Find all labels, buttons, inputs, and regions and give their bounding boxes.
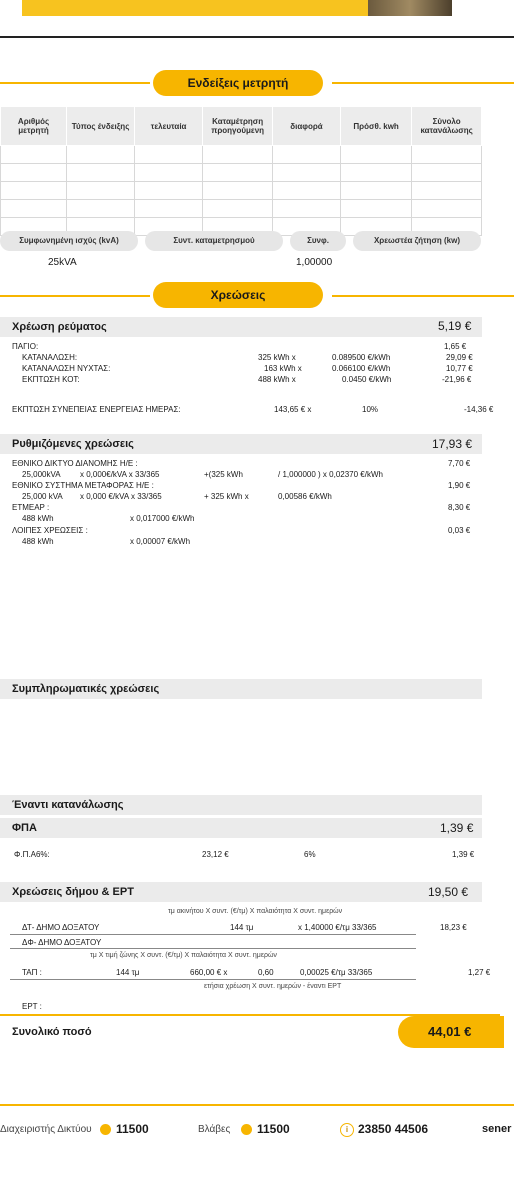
agreed-power-value: 25kVA: [48, 257, 77, 268]
tap-formula-header: τμ X τιμή ζώνης X συντ. (€/τμ) X παλαιότητα X συντ. ημερών: [90, 952, 277, 959]
consumption-amount: 29,09 €: [446, 353, 473, 362]
section-title-meter: Ενδείξεις μετρητή: [153, 70, 323, 96]
column-header: Καταμέτρηση προηγούμενη: [203, 107, 273, 146]
header-photo: [368, 0, 452, 16]
info-phone[interactable]: 23850 44506: [358, 1122, 429, 1136]
table-row: [1, 146, 482, 164]
vat-line-base: 23,12 €: [202, 850, 229, 859]
dt-area: 144 τμ: [230, 923, 254, 932]
agreed-power-pill: Συμφωνημένη ισχύς (kvA): [0, 231, 138, 251]
table-row: [1, 182, 482, 200]
column-header: Πρόσθ. kwh: [340, 107, 411, 146]
distribution-kwh-rate: / 1,000000 ) x 0,02370 €/kWh: [278, 470, 383, 479]
network-operator-phone[interactable]: 11500: [116, 1122, 149, 1136]
energy-charge-title: Χρέωση ρεύματος: [12, 321, 107, 333]
consumption-label: ΚΑΤΑΝΑΛΩΣΗ:: [22, 353, 78, 362]
ert-formula-header: ετήσια χρέωση X συντ. ημερών - έναντι ΕΡΤ: [204, 983, 342, 990]
column-header: Σύνολο κατανάλωσης: [412, 107, 482, 146]
column-header: διαφορά: [272, 107, 340, 146]
consistency-discount-pct: 10%: [362, 405, 379, 414]
consistency-discount-base: 143,65 € x: [274, 405, 312, 414]
section-divider: [332, 295, 514, 297]
etmear-rate: x 0,017000 €/kWh: [130, 514, 195, 523]
vat-line-pct: 6%: [304, 850, 316, 859]
divider: [10, 934, 416, 935]
night-consumption-qty: 163 kWh x: [264, 364, 302, 373]
section-title-charges: Χρεώσεις: [153, 282, 323, 308]
info-icon: i: [340, 1123, 354, 1137]
vat-line-amount: 1,39 €: [452, 850, 475, 859]
against-consumption-title: Έναντι κατανάλωσης: [12, 799, 124, 811]
section-divider: [332, 82, 514, 84]
dt-label: ΔΤ- ΔΗΜΟ ΔΟΞΑΤΟΥ: [22, 923, 100, 932]
vat-amount: 1,39 €: [440, 821, 474, 835]
column-header: τελευταία: [134, 107, 202, 146]
other-charges-rate: x 0,00007 €/kWh: [130, 537, 191, 546]
section-divider: [0, 82, 150, 84]
kot-discount-label: ΕΚΠΤΩΣΗ ΚΟΤ:: [22, 375, 80, 384]
etmear-amount: 8,30 €: [448, 503, 471, 512]
column-header: Αριθμός μετρητή: [1, 107, 67, 146]
regulated-charges-title: Ρυθμιζόμενες χρεώσεις: [12, 438, 134, 450]
consumption-rate: 0.089500 €/kWh: [332, 353, 391, 362]
vat-band: [0, 818, 482, 838]
table-header-row: [1, 107, 482, 146]
distribution-label: ΕΘΝΙΚΟ ΔΙΚΤΥΟ ΔΙΑΝΟΜΗΣ Η/Ε :: [12, 459, 138, 468]
tap-zone-price: 660,00 € x: [190, 968, 228, 977]
distribution-kva-rate: x 0,000€/kVA x 33/365: [80, 470, 160, 479]
distribution-kva: 25,000kVA: [22, 470, 61, 479]
network-operator-label: Διαχειριστής Δικτύου: [0, 1124, 92, 1135]
night-consumption-amount: 10,77 €: [446, 364, 473, 373]
table-row: [1, 200, 482, 218]
vat-title: ΦΠΑ: [12, 822, 37, 834]
kot-discount-rate: 0.0450 €/kWh: [342, 375, 392, 384]
municipal-formula-header: τμ ακινήτου X συντ. (€/τμ) X παλαιότητα X συντ. ημερών: [168, 908, 343, 915]
consistency-discount-amount: -14,36 €: [464, 405, 494, 414]
energy-charge-amount: 5,19 €: [438, 319, 472, 333]
total-amount: 44,01 €: [428, 1024, 472, 1039]
footer-divider: [0, 1104, 514, 1106]
municipal-charges-title: Χρεώσεις δήμου & ΕΡΤ: [12, 886, 134, 898]
ert-label: ΕΡΤ :: [22, 1002, 42, 1011]
table-row: [1, 164, 482, 182]
divider: [10, 979, 416, 980]
section-divider: [0, 295, 150, 297]
consistency-discount-label: ΕΚΠΤΩΣΗ ΣΥΝΕΠΕΙΑΣ ΕΝΕΡΓΕΙΑΣ ΗΜΕΡΑΣ:: [12, 405, 181, 414]
other-charges-amount: 0,03 €: [448, 526, 471, 535]
supplementary-charges-title: Συμπληρωματικές χρεώσεις: [12, 683, 160, 695]
municipal-charges-amount: 19,50 €: [428, 885, 469, 899]
etmear-kwh: 488 kWh: [22, 514, 54, 523]
transmission-amount: 1,90 €: [448, 481, 471, 490]
transmission-kva: 25,000 kVA: [22, 492, 63, 501]
tap-label: ΤΑΠ :: [22, 968, 42, 977]
tap-rate: 0,00025 €/τμ 33/365: [300, 968, 373, 977]
tap-amount: 1,27 €: [468, 968, 491, 977]
metering-coef-pill: Συντ. καταμετρησμού: [145, 231, 283, 251]
cos-phi-pill: Συνφ.: [290, 231, 346, 251]
dt-amount: 18,23 €: [440, 923, 467, 932]
demand-pill: Χρεωστέα ζήτηση (kw): [353, 231, 481, 251]
fixed-charge-label: ΠΑΓΙΟ:: [12, 342, 39, 351]
phone-icon: [241, 1124, 252, 1135]
tap-area: 144 τμ: [116, 968, 140, 977]
damage-phone[interactable]: 11500: [257, 1122, 290, 1136]
kot-discount-amount: -21,96 €: [442, 375, 472, 384]
night-consumption-rate: 0.066100 €/kWh: [332, 364, 391, 373]
fixed-charge-amount: 1,65 €: [444, 342, 467, 351]
divider: [10, 948, 416, 949]
brand-name: sener: [482, 1123, 512, 1135]
cos-phi-value: 1,00000: [296, 257, 333, 268]
consumption-qty: 325 kWh x: [258, 353, 296, 362]
transmission-kwh: + 325 kWh x: [204, 492, 249, 501]
column-header: Τύπος ένδειξης: [67, 107, 135, 146]
kot-discount-qty: 488 kWh x: [258, 375, 296, 384]
other-charges-label: ΛΟΙΠΕΣ ΧΡΕΩΣΕΙΣ :: [12, 526, 88, 535]
total-label: Συνολικό ποσό: [12, 1026, 92, 1038]
dt-rate: x 1,40000 €/τμ 33/365: [298, 923, 377, 932]
damage-label: Βλάβες: [198, 1124, 231, 1135]
df-label: ΔΦ- ΔΗΜΟ ΔΟΞΑΤΟΥ: [22, 938, 102, 947]
transmission-kwh-rate: 0,00586 €/kWh: [278, 492, 332, 501]
distribution-kwh: +(325 kWh: [204, 470, 243, 479]
tap-coefficient: 0,60: [258, 968, 274, 977]
other-charges-kwh: 488 kWh: [22, 537, 54, 546]
distribution-amount: 7,70 €: [448, 459, 471, 468]
vat-line-label: Φ.Π.Α6%:: [14, 850, 50, 859]
night-consumption-label: ΚΑΤΑΝΑΛΩΣΗ ΝΥΧΤΑΣ:: [22, 364, 111, 373]
etmear-label: ΕΤΜΕΑΡ :: [12, 503, 50, 512]
phone-icon: [100, 1124, 111, 1135]
transmission-kva-rate: x 0,000 €/kVA x 33/365: [80, 492, 162, 501]
meter-readings-table: [0, 106, 482, 236]
transmission-label: ΕΘΝΙΚΟ ΣΥΣΤΗΜΑ ΜΕΤΑΦΟΡΑΣ Η/Ε :: [12, 481, 154, 490]
regulated-charges-amount: 17,93 €: [432, 437, 473, 451]
header-divider: [0, 36, 514, 38]
